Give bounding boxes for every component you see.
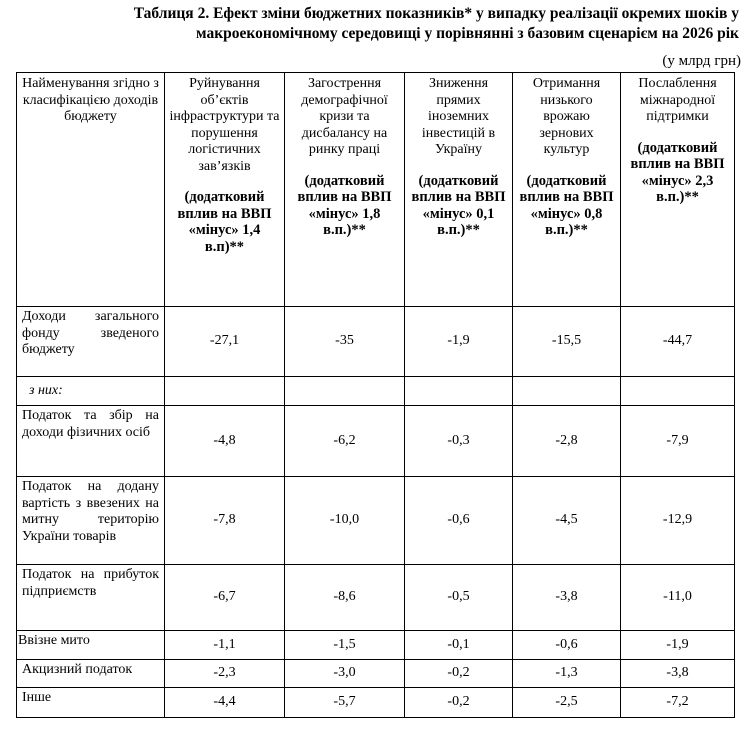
table-title: Таблиця 2. Ефект зміни бюджетних показників* у випадку реалізації окремих шоків у макроекономічному середовищі у порівнянні з базовим сценарієм на 2026 рік [133, 5, 739, 42]
table-cell: -4,8 [165, 406, 285, 477]
column-header [513, 73, 621, 307]
table-cell: -35 [285, 307, 405, 377]
table-cell: -27,1 [165, 307, 285, 377]
column-header [17, 73, 165, 307]
budget-effects-table [16, 72, 735, 718]
table-cell [621, 377, 735, 406]
table-cell: -11,0 [621, 565, 735, 631]
units-note: (у млрд грн) [662, 53, 741, 69]
table-cell: -6,7 [165, 565, 285, 631]
table-cell: -3,8 [621, 660, 735, 688]
column-header-gdp-effect: (додатковий вплив на ВВП «мінус» 0,8 в.п.)** [519, 172, 614, 238]
table-cell: -7,9 [621, 406, 735, 477]
row-label: Податок на прибуток підприємств [17, 565, 165, 631]
column-header-gdp-effect: (додатковий вплив на ВВП «мінус» 1,8 в.п.)** [297, 172, 392, 238]
column-header-gdp-effect: (додатковий вплив на ВВП «мінус» 2,3 в.п.)** [630, 139, 725, 205]
table-row [17, 565, 735, 631]
table-cell [513, 377, 621, 406]
table-cell: -3,8 [513, 565, 621, 631]
table-cell: -0,6 [405, 477, 513, 565]
column-header [285, 73, 405, 307]
table-cell: -3,0 [285, 660, 405, 688]
table-cell [165, 377, 285, 406]
header-row [17, 73, 735, 307]
row-label: Податок та збір на доходи фізичних осіб [17, 406, 165, 477]
table-cell: -44,7 [621, 307, 735, 377]
table-cell: -7,8 [165, 477, 285, 565]
column-header-label: Загострення демографічної кризи та дисбалансу на ринку праці [301, 76, 388, 157]
table-cell: -4,4 [165, 688, 285, 718]
table-cell [285, 377, 405, 406]
table-cell: -1,5 [285, 631, 405, 660]
table-cell: -0,2 [405, 688, 513, 718]
table-cell: -1,9 [621, 631, 735, 660]
row-label: Інше [17, 688, 165, 718]
table-cell [405, 377, 513, 406]
table-cell: -7,2 [621, 688, 735, 718]
table-cell: -0,1 [405, 631, 513, 660]
row-label: Акцизний податок [17, 660, 165, 688]
column-header-label: Послаблення міжнародної підтримки [638, 76, 717, 124]
table-cell: -4,5 [513, 477, 621, 565]
table-cell: -8,6 [285, 565, 405, 631]
table-cell: -1,1 [165, 631, 285, 660]
table-cell: -6,2 [285, 406, 405, 477]
column-header-label: Зниження прямих іноземних інвестицій в Україну [421, 76, 496, 157]
table-row [17, 406, 735, 477]
table-row [17, 307, 735, 377]
column-header [621, 73, 735, 307]
table-cell: -10,0 [285, 477, 405, 565]
row-label: Доходи загального фонду зведеного бюджету [17, 307, 165, 377]
row-label: Податок на додану вартість з ввезених на митну територію України товарів [17, 477, 165, 565]
table-cell: -0,3 [405, 406, 513, 477]
table-cell: -0,2 [405, 660, 513, 688]
column-header [405, 73, 513, 307]
table-cell: -5,7 [285, 688, 405, 718]
column-header-label: Отримання низького врожаю зернових культур [532, 76, 601, 157]
table-cell: -2,3 [165, 660, 285, 688]
table-row [17, 631, 735, 660]
table-cell: -0,5 [405, 565, 513, 631]
column-header [165, 73, 285, 307]
table-cell: -2,5 [513, 688, 621, 718]
table-cell: -1,9 [405, 307, 513, 377]
table-cell: -2,8 [513, 406, 621, 477]
table-cell: -15,5 [513, 307, 621, 377]
column-header-gdp-effect: (додатковий вплив на ВВП «мінус» 1,4 в.п)** [177, 189, 272, 255]
table-row [17, 377, 735, 406]
table-cell: -1,3 [513, 660, 621, 688]
table-row [17, 477, 735, 565]
row-label-subheading: з них: [17, 377, 165, 406]
row-label: Ввізне мито [17, 631, 165, 660]
column-header-label: Найменування згідно з класифікацією доходів бюджету [22, 76, 159, 124]
table-row [17, 660, 735, 688]
table-cell: -12,9 [621, 477, 735, 565]
column-header-gdp-effect: (додатковий вплив на ВВП «мінус» 0,1 в.п.)** [411, 172, 506, 238]
table-row [17, 688, 735, 718]
column-header-label: Руйнування об’єктів інфраструктури та порушення логістичних зав’язків [169, 76, 280, 174]
table-cell: -0,6 [513, 631, 621, 660]
